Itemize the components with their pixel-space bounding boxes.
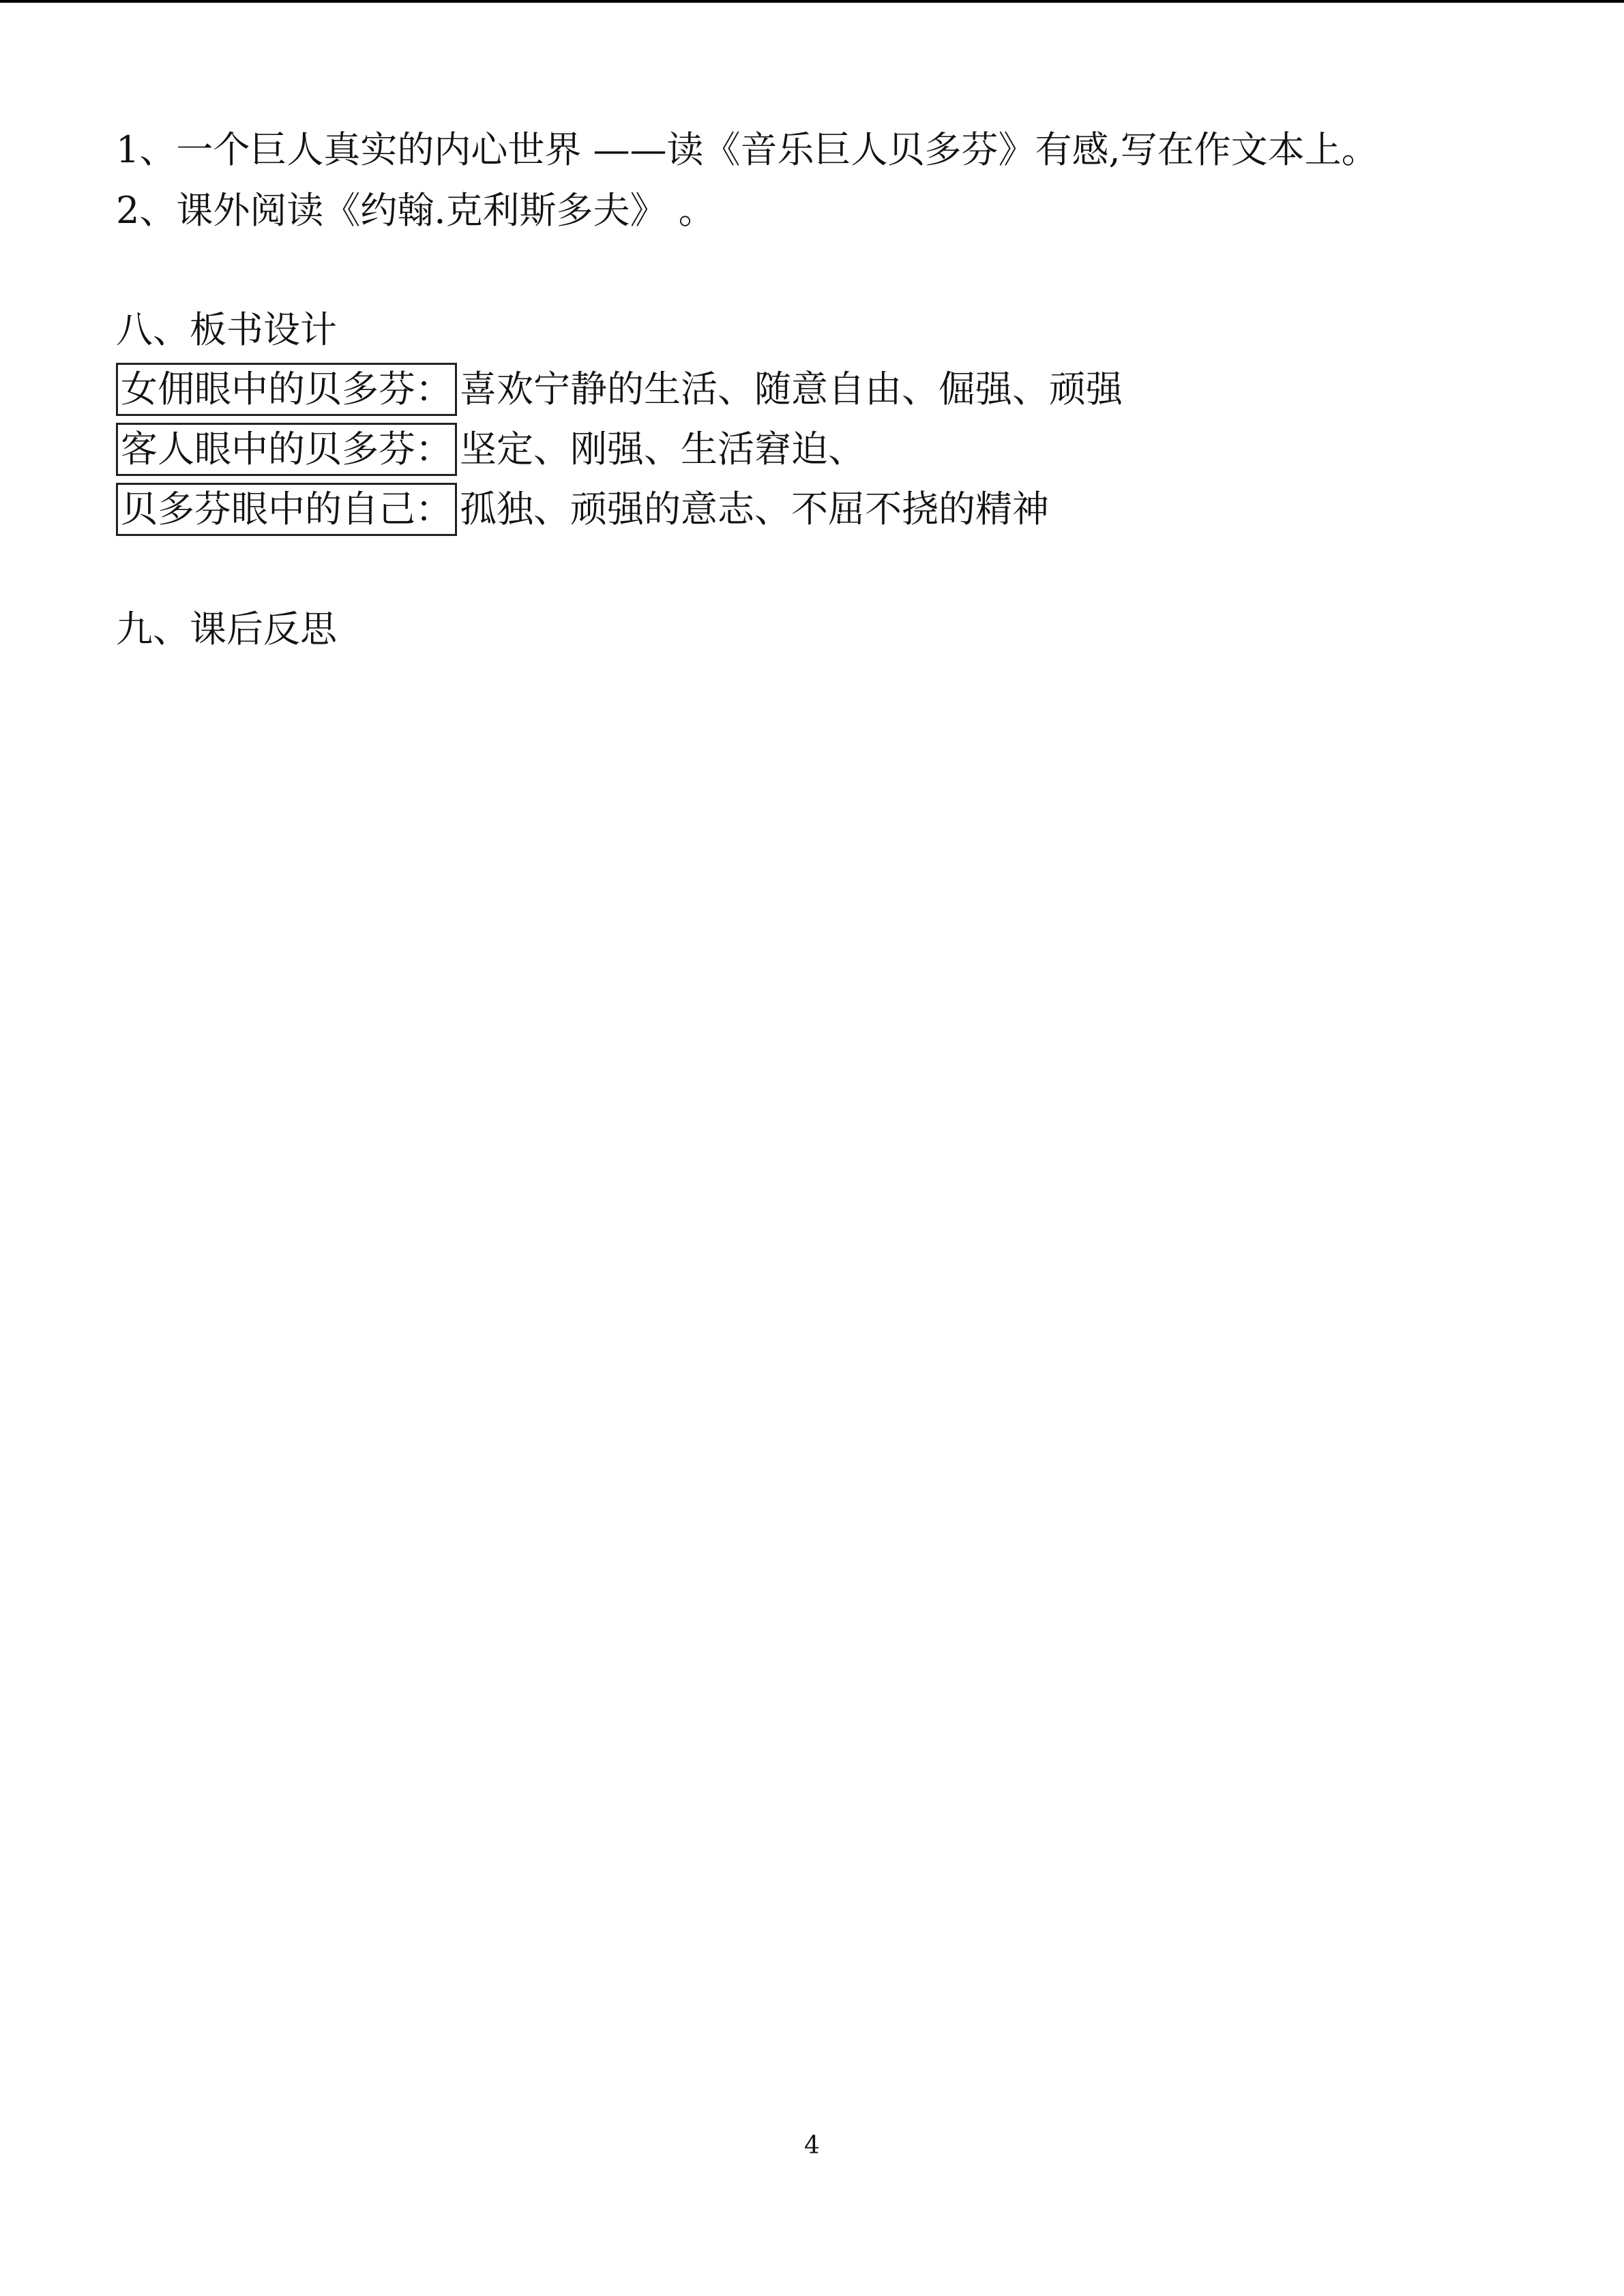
page-number: 4: [804, 2132, 820, 2160]
board-row-guest: [116, 423, 865, 476]
board-row-maid: [116, 363, 1123, 416]
board-row-label: 客人眼中的贝多芬：: [116, 423, 457, 476]
homework-item-2: 2、课外阅读《约翰.克利斯多夫》 。: [116, 189, 715, 232]
board-row-description: 孤独、顽强的意志、不屈不挠的精神: [460, 488, 1049, 531]
homework-item-1: 1、一个巨人真实的内心世界 ——读《音乐巨人贝多芬》有感,写在作文本上。: [116, 128, 1378, 171]
reflection-heading: 九、课后反思: [116, 608, 337, 651]
board-row-description: 喜欢宁静的生活、随意自由、倔强、顽强: [460, 368, 1123, 411]
board-row-label: 女佣眼中的贝多芬：: [116, 363, 457, 416]
page-top-border: [0, 0, 1624, 3]
board-row-description: 坚定、刚强、生活窘迫、: [460, 428, 865, 471]
board-row-label: 贝多芬眼中的自己：: [116, 483, 457, 536]
board-design-heading: 八、板书设计: [116, 308, 337, 351]
board-row-self: [116, 483, 1049, 536]
